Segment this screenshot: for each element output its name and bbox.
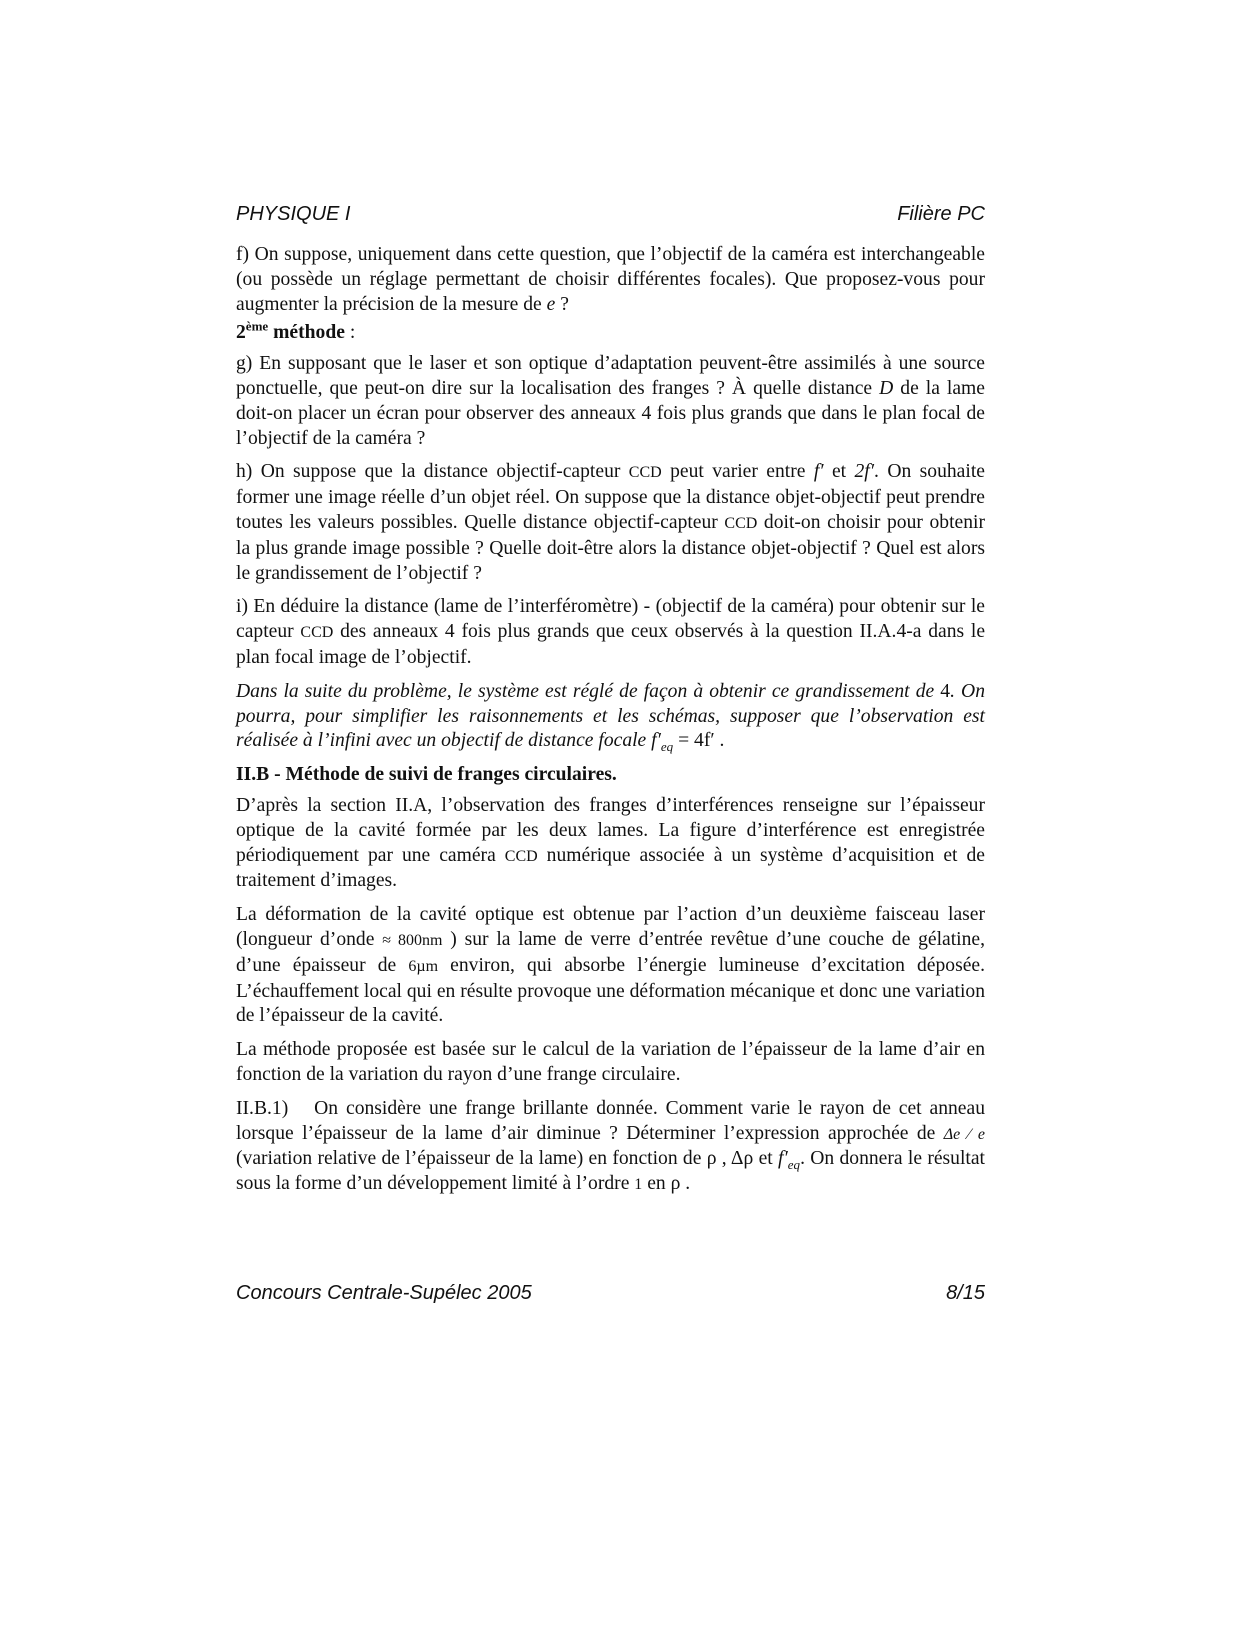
question-b1: II.B.1) On considère une frange brillante donnée. Comment varie le rayon de cet anneau lorsque l’épaisseur de la lame d’air diminue ? Déterminer l’expression approchée de Δe ⁄ e (variation relative de l’épaisseur de la lame) en fonction de ρ , Δρ et $f'_{eq}$. On donnera le résultat sous la forme d’un développement limité à l’ordre 1 en ρ .	[236, 1097, 986, 1195]
ccd-label: CCD	[628, 464, 662, 482]
page-body	[236, 243, 985, 1207]
footer-exam: Concours Centrale-Supélec 2005	[236, 1282, 532, 1304]
paragraph-1: D’après la section II.A, l’observation des franges d’interférences renseigne sur l’épaisseur optique de la cavité formée par les deux lames. La figure d’interférence est enregistrée périodiquement par une caméra CCD numérique associée à un système d’acquisition et de traitement d’images.	[236, 794, 985, 892]
page-number: 8/15	[946, 1282, 985, 1304]
ccd-label: CCD	[724, 514, 758, 532]
question-i: i) En déduire la distance (lame de l’interféromètre) - (objectif de la caméra) pour obtenir sur le capteur CCD des anneaux 4 fois plus grands que ceux observés à la question II.A.4-a dans le plan focal image de l’objectif.	[236, 596, 986, 668]
question-f: f) On suppose, uniquement dans cette question, que l’objectif de la caméra est interchangeable (ou possède un réglage permettant de choisir différentes focales). Que proposez-vous pour augmenter la précision de la mesure de e ?	[236, 244, 985, 315]
method-2-heading: 2ème méthode :	[236, 318, 356, 344]
ccd-label: CCD	[504, 847, 538, 865]
question-h: h) On suppose que la distance objectif-capteur CCD peut varier entre f′ et 2f′. On souhaite former une image réelle d’un objet réel. On suppose que la distance objet-objectif peut prendre toutes les valeurs possibles. Quelle distance objectif-capteur CCD doit-on choisir pour obtenir la plus grande image possible ? Quelle doit-être alors la distance objet-objectif ? Quel est alors le grandissement de l’objectif ?	[236, 461, 986, 584]
wavelength: ≈ 800nm	[382, 931, 443, 949]
feq-symbol: f′	[651, 730, 661, 752]
var-e: e	[546, 293, 556, 315]
var-D: D	[879, 377, 894, 399]
italic-note: Dans la suite du problème, le système est réglé de façon à obtenir ce grandissement de 4. On pourra, pour simplifier les raisonnements et les schémas, supposer que l’observation est réalisée à l’infini avec un objectif de distance focale $f'_{eq} = 4f'$ .	[236, 680, 985, 755]
paragraph-3: La méthode proposée est basée sur le calcul de la variation de l’épaisseur de la lame d’air en fonction de la variation du rayon d’une frange circulaire.	[236, 1039, 985, 1085]
ratio-de-e: Δe ⁄ e	[943, 1125, 986, 1143]
section-title: II.B - Méthode de suivi de franges circulaires.	[236, 764, 617, 786]
page-footer	[236, 1282, 985, 1305]
ccd-label: CCD	[300, 624, 334, 642]
thickness: 6µm	[408, 957, 439, 975]
page-header	[236, 203, 985, 226]
header-subject: PHYSIQUE I	[236, 203, 351, 225]
header-track: Filière PC	[897, 203, 985, 225]
paragraph-2: La déformation de la cavité optique est obtenue par l’action d’un deuxième faisceau laser (longueur d’onde ≈ 800nm ) sur la lame de verre d’entrée revêtue d’une couche de gélatine, d’une épaisseur de 6µm environ, qui absorbe l’énergie lumineuse d’excitation déposée. L’échauffement local qui en résulte provoque une déformation mécanique et donc une variation de l’épaisseur de la cavité.	[236, 904, 985, 1027]
question-label: II.B.1)	[236, 1097, 289, 1119]
question-g: g) En supposant que le laser et son optique d’adaptation peuvent-être assimilés à une source ponctuelle, que peut-on dire sur la localisation des franges ? À quelle distance D de la lame doit-on placer un écran pour observer des anneaux 4 fois plus grands que dans le plan focal de l’objectif de la caméra ?	[236, 353, 985, 449]
